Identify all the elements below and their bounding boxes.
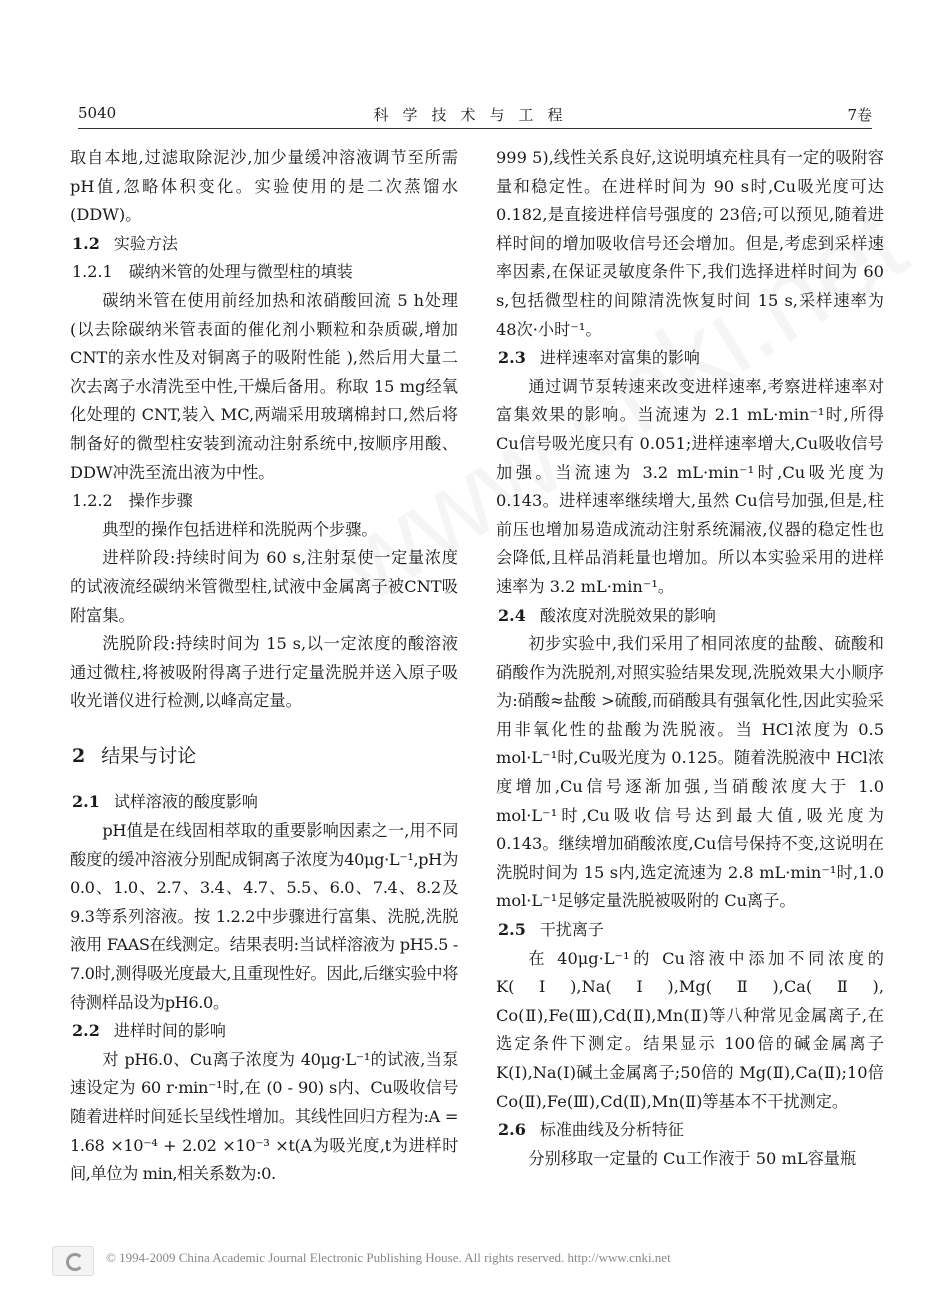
header-rule <box>78 128 872 129</box>
subsection-number: 1.2.1 <box>72 262 113 282</box>
subsection-title: 碳纳米管的处理与微型柱的填装 <box>128 262 353 282</box>
left-column <box>70 144 458 1189</box>
section-title: 干扰离子 <box>539 920 604 940</box>
subsection-heading-1-2-1 <box>70 258 458 287</box>
section-number: 2.3 <box>498 348 526 368</box>
journal-title: 科学技术与工程 <box>373 106 577 124</box>
subsection-number: 1.2.2 <box>72 491 113 511</box>
paragraph-acid-concentration: 初步实验中,我们采用了相同浓度的盐酸、硫酸和硝酸作为洗脱剂,对照实验结果发现,洗脱效果大小顺序为:硝酸≈盐酸 >硫酸,而硝酸具有强氧化性,因此实验采用非氧化性的盐酸为洗脱液。当 HCl浓度为 0.5 mol·L⁻¹时,Cu吸光度为 0.125。随着洗脱液中 HCl浓度增加,Cu信号逐渐加强,当硝酸浓度大于 1.0 mol·L⁻¹时,Cu吸收信号达到最大值,吸光度为 0.143。继续增加硝酸浓度,Cu信号保持不变,这说明在洗脱时间为 15 s内,选定流速为 2.8 mL·min⁻¹时,1.0 mol·L⁻¹足够定量洗脱被吸附的 Cu离子。 <box>496 634 884 911</box>
page-footer <box>0 1244 950 1284</box>
paragraph-acidity: pH值是在线固相萃取的重要影响因素之一,用不同酸度的缓冲溶液分别配成铜离子浓度为40μg·L⁻¹,pH为 0.0、1.0、2.7、3.4、4.7、5.5、6.0、7.4、8.2及 9.3等系列溶液。按 1.2.2中步骤进行富集、洗脱,洗脱液用 FAAS在线测定。结果表明:当试样溶液为 pH5.5 - 7.0时,测得吸光度最大,且重现性好。因此,后继实验中将待测样品设为pH6.0。 <box>70 821 458 1012</box>
paragraph-standard-curve: 分别移取一定量的 Cu工作液于 50 mL容量瓶 <box>528 1148 857 1168</box>
section-heading-2-2 <box>70 1017 458 1046</box>
right-column <box>496 144 884 1173</box>
paragraph-procedure: 典型的操作包括进样和洗脱两个步骤。 <box>102 519 378 539</box>
section-number: 2.1 <box>72 792 100 812</box>
section-title: 标准曲线及分析特征 <box>539 1120 684 1140</box>
copyright-notice: © 1994-2009 China Academic Journal Electronic Publishing House. All rights reserved. http://www.cnki.net <box>106 1250 671 1265</box>
paragraph-elution-stage: 洗脱阶段:持续时间为 15 s,以一定浓度的酸溶液通过微柱,将被吸附得离子进行定量洗脱并送入原子吸收光谱仪进行检测,以峰高定量。 <box>70 634 458 711</box>
subsection-heading-1-2-2 <box>70 487 458 516</box>
section-number: 2.2 <box>72 1021 100 1041</box>
paragraph-linearity: 999 5),线性关系良好,这说明填充柱具有一定的吸附容量和稳定性。在进样时间为 90 s时,Cu吸光度可达 0.182,是直接进样信号强度的 23倍;可以预见,随着进样时间的增加吸收信号还会增加。但是,考虑到采样速率因素,在保证灵敏度条件下,我们选择进样时间为 60 s,包括微型柱的间隙清洗恢复时间 15 s,采样速率为 48次·小时⁻¹。 <box>496 148 884 339</box>
section-title: 酸浓度对洗脱效果的影响 <box>539 605 716 625</box>
section-title: 试样溶液的酸度影响 <box>113 792 258 812</box>
volume-label: 7卷 <box>847 106 872 124</box>
section-title: 进样时间的影响 <box>113 1021 226 1041</box>
publisher-logo-icon <box>52 1246 94 1276</box>
section-title: 实验方法 <box>113 233 178 253</box>
section-title: 进样速率对富集的影响 <box>539 348 700 368</box>
section-number: 2 <box>72 744 86 767</box>
section-number: 2.5 <box>498 920 526 940</box>
section-heading-2-6 <box>496 1116 884 1145</box>
page-header <box>78 104 872 128</box>
section-heading-2-4 <box>496 602 884 631</box>
paragraph-loading-time: 对 pH6.0、Cu离子浓度为 40μg·L⁻¹的试液,当泵速设定为 60 r·min⁻¹时,在 (0 - 90) s内、Cu吸收信号随着进样时间延长呈线性增加。其线性回归方程为:A = 1.68 ×10⁻⁴ + 2.02 ×10⁻³ ×t(A为吸光度,t为进样时间,单位为 min,相关系数为:0. <box>70 1049 458 1184</box>
section-number: 1.2 <box>72 233 100 253</box>
paragraph-interference: 在 40μg·L⁻¹的 Cu溶液中添加不同浓度的 K(Ⅰ),Na(Ⅰ),Mg(Ⅱ),Ca(Ⅱ), Co(Ⅱ),Fe(Ⅲ),Cd(Ⅱ),Mn(Ⅱ)等八种常见金属离子,在选定条件下测定。结果显示 100倍的碱金属离子 K(Ⅰ),Na(Ⅰ)碱土金属离子;50倍的 Mg(Ⅱ),Ca(Ⅱ);10倍 Co(Ⅱ),Fe(Ⅲ),Cd(Ⅱ),Mn(Ⅱ)等基本不干扰测定。 <box>496 948 884 1111</box>
paragraph-flow-rate: 通过调节泵转速来改变进样速率,考察进样速率对富集效果的影响。当流速为 2.1 mL·min⁻¹时,所得 Cu信号吸光度只有 0.051;进样速率增大,Cu吸收信号加强。当流速为 3.2 mL·min⁻¹时,Cu吸光度为 0.143。进样速率继续增大,虽然 Cu信号加强,但是,柱前压也增加易造成流动注射系统漏液,仪器的稳定性也会降低,且样品消耗量也增加。所以本实验采用的进样速率为 3.2 mL·min⁻¹。 <box>496 376 884 596</box>
section-heading-1-2 <box>70 230 458 259</box>
section-number: 2.6 <box>498 1120 526 1140</box>
section-heading-2-1 <box>70 788 458 817</box>
subsection-title: 操作步骤 <box>128 491 193 511</box>
section-heading-2 <box>70 742 458 771</box>
section-number: 2.4 <box>498 605 526 625</box>
paragraph-loading-stage: 进样阶段:持续时间为 60 s,注射泵使一定量浓度的试液流经碳纳米管微型柱,试液中金属离子被CNT吸附富集。 <box>70 548 458 625</box>
paragraph-water-sample: 取自本地,过滤取除泥沙,加少量缓冲溶液调节至所需 pH值,忽略体积变化。实验使用的是二次蒸馏水 (DDW)。 <box>70 148 458 225</box>
paragraph-cnt-treatment: 碳纳米管在使用前经加热和浓硝酸回流 5 h处理 (以去除碳纳米管表面的催化剂小颗粒和杂质碳,增加 CNT的亲水性及对铜离子的吸附性能 ),然后用大量二次去离子水清洗至中性,干燥后备用。称取 15 mg经氧化处理的 CNT,装入 MC,两端采用玻璃棉封口,然后将制备好的微型柱安装到流动注射系统中,按顺序用酸、DDW冲洗至流出液为中性。 <box>70 290 458 482</box>
page-number: 5040 <box>78 104 117 122</box>
section-title: 结果与讨论 <box>101 744 197 767</box>
section-heading-2-5 <box>496 916 884 945</box>
section-heading-2-3 <box>496 344 884 373</box>
